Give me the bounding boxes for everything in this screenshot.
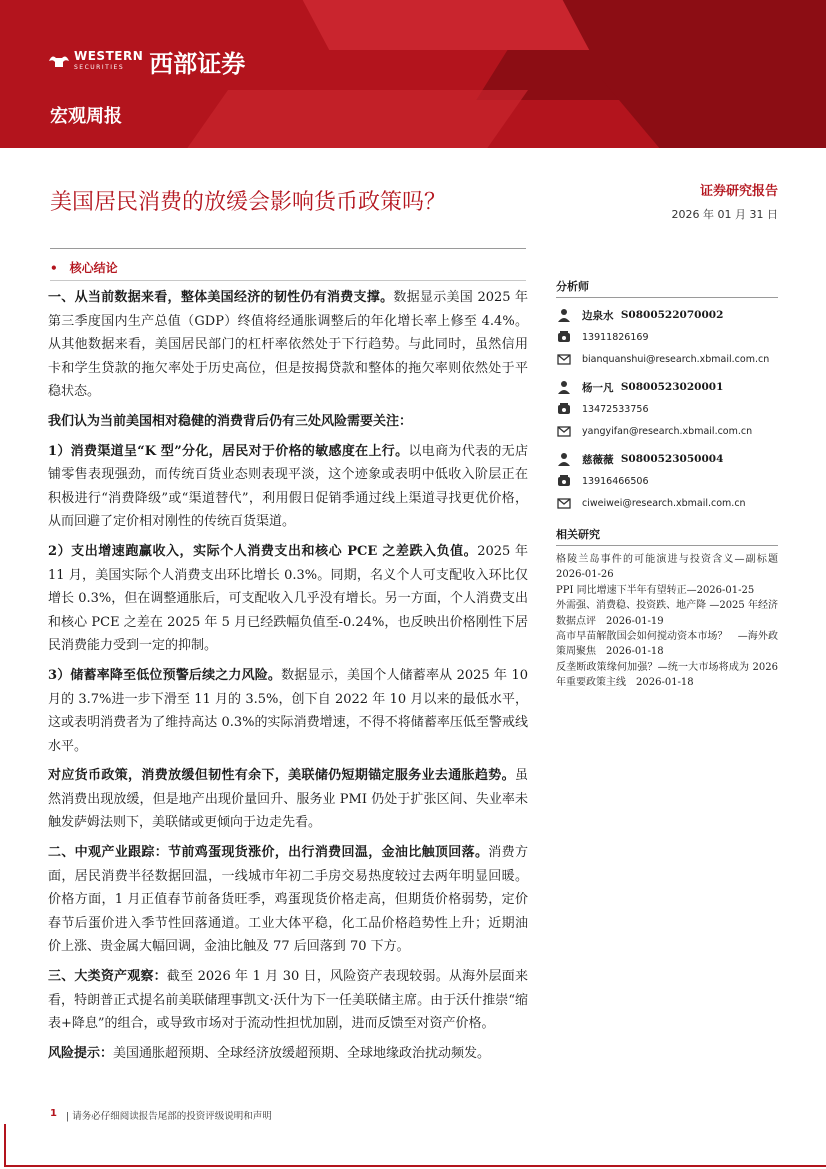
divider [50, 248, 526, 249]
related-item[interactable]: 外需强、消费稳、投资跌、地产降 —2025 年经济数据点评 2026-01-19 [556, 600, 778, 627]
related-item[interactable]: 格陵兰岛事件的可能演进与投资含义—副标题 2026-01-26 [556, 554, 788, 581]
paragraph-lead: 2）支出增速跑赢收入，实际个人消费支出和核心 PCE 之差跌入负值。 [48, 543, 478, 559]
paragraph [48, 440, 528, 534]
analyst-email[interactable]: yangyifan@research.xbmail.com.cn [582, 425, 753, 437]
analyst-phone: 13916466506 [582, 475, 649, 487]
corner-line [4, 1165, 826, 1167]
bullet-icon: • [50, 261, 58, 275]
page-number: 1 [50, 1108, 57, 1119]
paragraph-lead: 1）消费渠道呈“K 型”分化，居民对于价格的敏感度在上行。 [48, 443, 409, 459]
analyst-phone: 13472533756 [582, 403, 649, 415]
paragraph [48, 664, 528, 758]
core-label: 核心结论 [69, 261, 118, 275]
email-icon [556, 423, 572, 439]
paragraph [48, 764, 528, 835]
paragraph [48, 841, 528, 959]
email-icon [556, 351, 572, 367]
person-icon [556, 307, 572, 323]
paragraph-text: 消费方面，居民消费半径数据回温，一线城市年初二手房交易热度较过去两年明显回暖。价格方面，1 月正值春节前备货旺季，鸡蛋现货价格走高，但期货价格弱势，定价春节后蛋价进入季节性回落通道。工业大体平稳，化工品价格趋势性上升；近期油价上涨、贵金属大幅回调，金油比触及 77 后回落到 70 下方。 [48, 845, 528, 955]
sidebar [556, 278, 788, 691]
analyst-email[interactable]: ciweiwei@research.xbmail.com.cn [582, 497, 746, 509]
paragraph-lead: 风险提示： [48, 1045, 114, 1061]
paragraph-text: 美国通胀超预期、全球经济放缓超预期、全球地缘政治扰动频发。 [113, 1045, 491, 1061]
person-icon [556, 451, 572, 467]
analyst-name: 慈薇薇 [582, 453, 614, 466]
related-heading: 相关研究 [556, 526, 778, 546]
paragraph-lead: 对应货币政策，消费放缓但韧性有余下，美联储仍短期锚定服务业去通胀趋势。 [48, 768, 515, 784]
paragraph-lead: 二、中观产业跟踪：节前鸡蛋现货涨价，出行消费回温，金油比触顶回落。 [48, 845, 489, 861]
paragraph-lead: 三、大类资产观察： [48, 969, 167, 985]
paragraph-text: 以电商为代表的无店铺零售表现强劲，而传统百货业态则表现平淡，这个迹象或表明中低收入阶层正在积极进行“消费降级”或“渠道替代”，利用假日促销季通过线上渠道寻找更优价格，从而回避了定价相对刚性的传统百货渠道。 [48, 443, 528, 530]
analyst-card [556, 376, 778, 442]
person-icon [556, 379, 572, 395]
email-icon [556, 495, 572, 511]
logo-en: WESTERN [74, 48, 144, 63]
paragraph-lead: 我们认为当前美国相对稳健的消费背后仍有三处风险需要关注： [48, 413, 413, 429]
report-series: 宏观周报 [50, 106, 122, 127]
report-date: 2026 年 01 月 31 日 [671, 208, 778, 221]
related-item[interactable]: 反垄断政策缘何加强？—统一大市场将成为 2026 年重要政策主线 2026-01-18 [556, 661, 778, 689]
analyst-card [556, 304, 778, 370]
bull-logo-icon [48, 53, 70, 71]
footer-notice: | 请务必仔细阅读报告尾部的投资评级说明和声明 [66, 1111, 272, 1122]
phone-icon [556, 401, 572, 417]
company-logo [48, 44, 245, 79]
divider [50, 280, 526, 281]
main-body [48, 286, 528, 1065]
related-item[interactable]: 高市早苗解散国会如何搅动资本市场？ —海外政策周聚焦 2026-01-18 [556, 631, 778, 658]
banner-shape [271, 0, 589, 50]
analyst-cert: S0800523020001 [620, 381, 724, 393]
related-list [556, 552, 788, 691]
paragraph-text: 2025 年 11 月，美国实际个人消费支出环比增长 0.3%。同期，名义个人可支配收入环比仅增长 0.3%，但在调整通胀后，可支配收入几乎没有增长。另一方面，个人消费支出和核心 PCE 之差在 2025 年 5 月已经跌幅负值至-0.24%，也反映出价格刚性下居民消费能力受到一定的抑制。 [48, 543, 528, 654]
paragraph [48, 286, 528, 404]
analysts-heading: 分析师 [556, 278, 778, 298]
analyst-phone: 13911826169 [582, 331, 649, 343]
related-item[interactable]: PPI 同比增速下半年有望转正—2026-01-25 [556, 584, 755, 596]
analyst-card [556, 448, 778, 514]
paragraph-text: 虽然消费出现放缓，但是地产出现价量回升、服务业 PMI 仍处于扩张区间、失业率未触发萨姆法则下，美联储或更倾向于边走先看。 [48, 768, 528, 831]
banner-shape [602, 80, 826, 148]
analyst-cert: S0800522070002 [620, 309, 724, 321]
phone-icon [556, 473, 572, 489]
corner-line [4, 1124, 6, 1166]
report-type: 证券研究报告 [699, 184, 778, 199]
paragraph [48, 965, 528, 1036]
header-banner [0, 0, 826, 148]
logo-en-sub: SECURITIES [74, 63, 125, 71]
analyst-email[interactable]: bianquanshui@research.xbmail.com.cn [582, 353, 770, 365]
paragraph-text: 数据显示，美国个人储蓄率从 2025 年 10 月的 3.7%进一步下滑至 11 月的 3.5%，创下自 2022 年 10 月以来的最低水平，这或表明消费者为了维持高达 0.3%的实际消费增速，不得不将储蓄率压低至警戒线水平。 [48, 667, 528, 754]
paragraph-text: 数据显示美国 2025 年第三季度国内生产总值（GDP）终值将经通胀调整后的年化增长率上修至 4.4%。从其他数据来看，美国居民部门的杠杆率依然处于下行趋势。与此同时，虽然信用卡和学生贷款的拖欠率处于历史高位，但是按揭贷款和整体的拖欠率则依然处于平稳状态。 [48, 290, 528, 400]
analyst-name: 杨一凡 [582, 381, 614, 394]
paragraph-text: 截至 2026 年 1 月 30 日，风险资产表现较弱。从海外层面来看，特朗普正式提名前美联储理事凯文·沃什为下一任美联储主席。由于沃什推崇“缩表+降息”的组合，或导致市场对于流动性担忧加剧，进而反馈至对资产价格。 [48, 969, 528, 1032]
section-heading [50, 259, 118, 276]
paragraph [48, 540, 528, 658]
phone-icon [556, 329, 572, 345]
banner-shape [172, 90, 528, 148]
logo-cn: 西部证券 [149, 50, 246, 78]
paragraph-lead: 一、从当前数据来看，整体美国经济的韧性仍有消费支撑。 [48, 290, 394, 305]
report-title: 美国居民消费的放缓会影响货币政策吗？ [50, 190, 447, 215]
paragraph-lead: 3）储蓄率降至低位预警后续之力风险。 [48, 667, 282, 683]
analyst-cert: S0800523050004 [620, 453, 724, 465]
paragraph [48, 1042, 528, 1066]
analyst-name: 边泉水 [582, 309, 614, 322]
paragraph [48, 410, 528, 434]
